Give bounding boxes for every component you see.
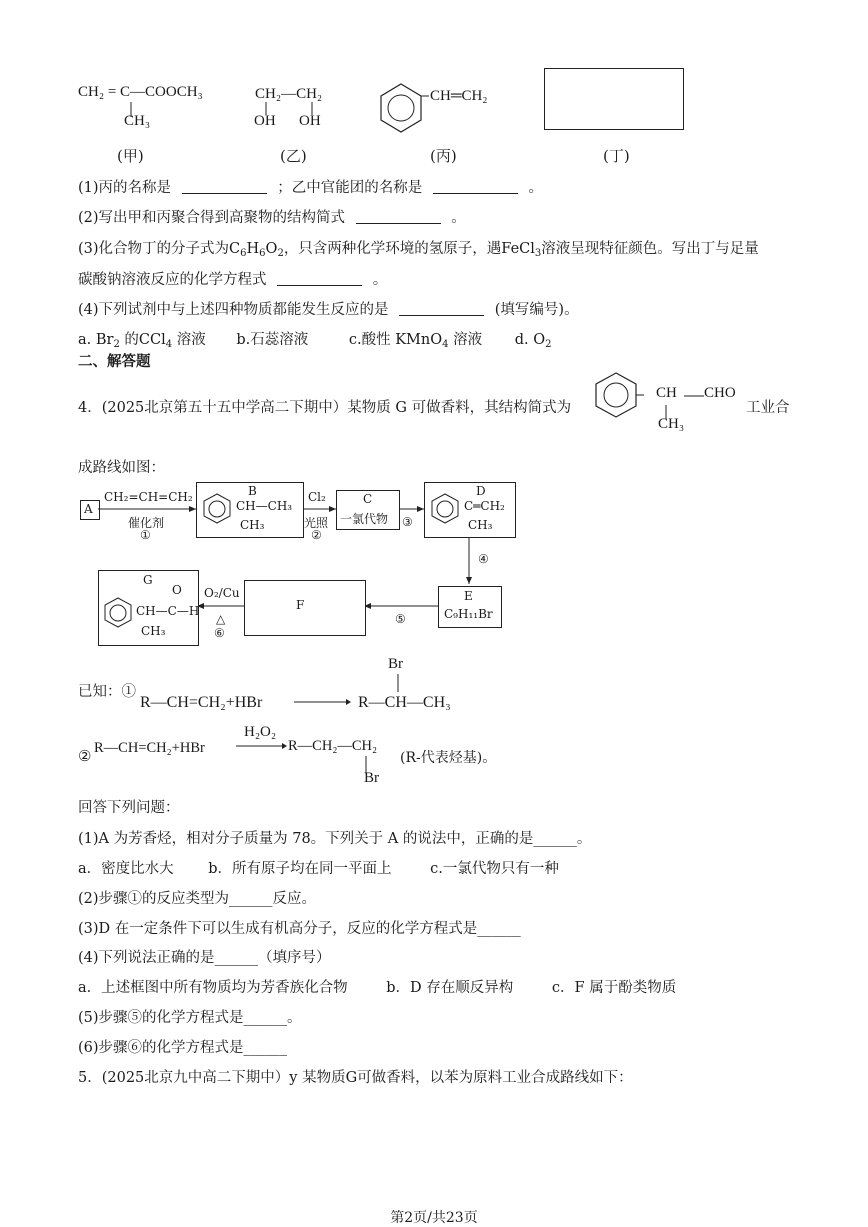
step-1: ① [140,528,151,542]
step-4: ④ [478,552,489,566]
yi-oh-right: OH [299,113,321,129]
option-b: b．所有原子均在同一平面上 [208,861,392,877]
q4-intro-end: 工业合 [746,400,790,416]
e-formula: C₉H₁₁Br [444,607,493,621]
r2-number: ② [78,749,92,765]
d-c: C═CH₂ [464,499,505,513]
label-a: A [84,502,93,516]
g-label: G [143,573,153,587]
answer-blank[interactable] [399,301,484,316]
box-f [244,580,366,636]
benzene-ring-gbox [101,596,135,630]
r1-right: R—CH—CH₃ [358,694,451,711]
benzene-ring-g [588,370,644,420]
c-label: C [363,492,373,506]
jia-branch: CH₃ [124,113,151,129]
q3-part3: (3)化合物丁的分子式为$C_6H_6O_2$，只含两种化学环境的氢原子，遇FeCl$_3$溶液呈现特征颜色。写出丁与足量 [78,241,759,259]
reagent-1: CH₂=CH=CH₂ [104,490,193,504]
q4-s4-options [78,976,676,997]
caption-ding: (丁) [603,147,630,165]
reagent-o2cu: O₂/Cu [204,586,240,600]
compound-jia [78,84,203,101]
g-ch3-box: CH₃ [141,624,166,638]
benzene-ring-b [200,492,234,526]
g-o: O [172,583,182,597]
q3-options [78,328,551,350]
caption-bing: (丙) [430,147,457,165]
yi-oh-left: OH [254,113,276,129]
b-label: B [248,484,257,498]
option-d: d. $O_2$ [514,332,552,350]
step-6: ⑥ [214,626,225,640]
option-a: a．上述框图中所有物质均为芳香族化合物 [78,980,348,996]
q4-s6: (6)步骤⑥的化学方程式是______ [78,1040,288,1056]
r1-br: Br [388,656,403,672]
answer-blank[interactable] [182,179,267,194]
q4-s4: (4)下列说法正确的是______（填序号） [78,950,331,966]
f-label: F [296,598,305,612]
q3-part4: (4)下列试剂中与上述四种物质都能发生反应的是 (填写编号)。 [78,302,579,318]
answer-blank[interactable] [433,179,518,194]
q3-part3-cont: 碳酸钠溶液反应的化学方程式 。 [78,272,388,288]
option-c: c.一氯代物只有一种 [430,861,559,877]
q4-route: 成路线如图： [78,460,165,476]
benzene-ring-d [428,492,462,526]
caption-yi: (乙) [280,147,307,165]
d-ch3: CH₃ [468,518,493,532]
r1-arrow [292,697,352,707]
option-a: a．密度比水大 [78,861,174,877]
section-heading: 二、解答题 [78,354,151,370]
option-b: b.石蕊溶液 [236,332,309,348]
q5-intro: 5．(2025北京九中高二下期中）y 某物质G可做香料，以苯为原料工业合成路线如下： [78,1070,633,1086]
yi-main: CH₂—CH₂ [255,86,323,102]
answer-blank[interactable] [277,271,362,286]
q3-part2: (2)写出甲和丙聚合得到高聚物的结构简式 。 [78,210,466,226]
r2-condition: H₂O₂ [244,724,277,740]
q4-s2: (2)步骤①的反应类型为______反应。 [78,891,317,907]
answer-heading: 回答下列问题： [78,800,180,816]
q3-part1: (1)丙的名称是 ；乙中官能团的名称是 。 [78,180,543,196]
option-c: c．F 属于酚类物质 [551,980,677,996]
jia-main: CH₂ = C—COOCH₃ [78,84,203,100]
answer-blank[interactable] [356,209,441,224]
q4-s1: (1)A 为芳香烃，相对分子质量为 78。下列关于 A 的说法中，正确的是______。 [78,831,592,847]
q4-s1-options [78,857,559,878]
b-ch: CH—CH₃ [236,499,293,513]
step-5: ⑤ [395,612,406,626]
reagent-cl2: Cl₂ [308,490,326,504]
condition-heat: △ [216,612,226,626]
option-a: a. $Br_2$ 的CCl$_4$ 溶液 [78,332,206,350]
condition-light: 光照 [304,516,329,530]
known-label: 已知：① [78,684,136,700]
catalyst-1: 催化剂 [128,516,165,530]
caption-jia: (甲) [117,147,144,165]
c-text: 一氯代物 [340,512,389,526]
g-ch3: CH₃ [658,416,685,432]
ding-structure-box [544,68,684,130]
g-cho: CHO [704,385,736,401]
r2-right: R—CH₂—CH₂ [288,738,378,754]
page-footer: 第2页/共23页 [390,1210,478,1226]
q4-intro: 4．(2025北京第五十五中学高二下期中）某物质 G 可做香料，其结构简式为 [78,400,572,416]
g-ch-c-h: CH—C—H [136,604,200,618]
g-ch: CH [656,385,677,401]
q4-s5: (5)步骤⑤的化学方程式是______。 [78,1010,302,1026]
b-ch3: CH₃ [240,518,265,532]
option-b: b．D 存在顺反异构 [386,980,514,996]
r1-left: R—CH=CH₂+HBr [140,694,263,711]
bing-group: CH═CH₂ [430,88,488,104]
r2-note: (R-代表烃基)。 [400,750,497,766]
q4-s3: (3)D 在一定条件下可以生成有机高分子，反应的化学方程式是______ [78,921,521,937]
e-label: E [464,589,473,603]
d-label: D [476,484,486,498]
r2-left: R—CH=CH₂+HBr [94,740,205,756]
step-2: ② [311,528,322,542]
option-c: c.酸性 KMnO$_4$ 溶液 [348,332,483,350]
r2-arrow [234,741,290,751]
r2-br: Br [364,770,379,786]
step-3: ③ [402,515,413,529]
benzene-ring-bing [373,80,429,136]
